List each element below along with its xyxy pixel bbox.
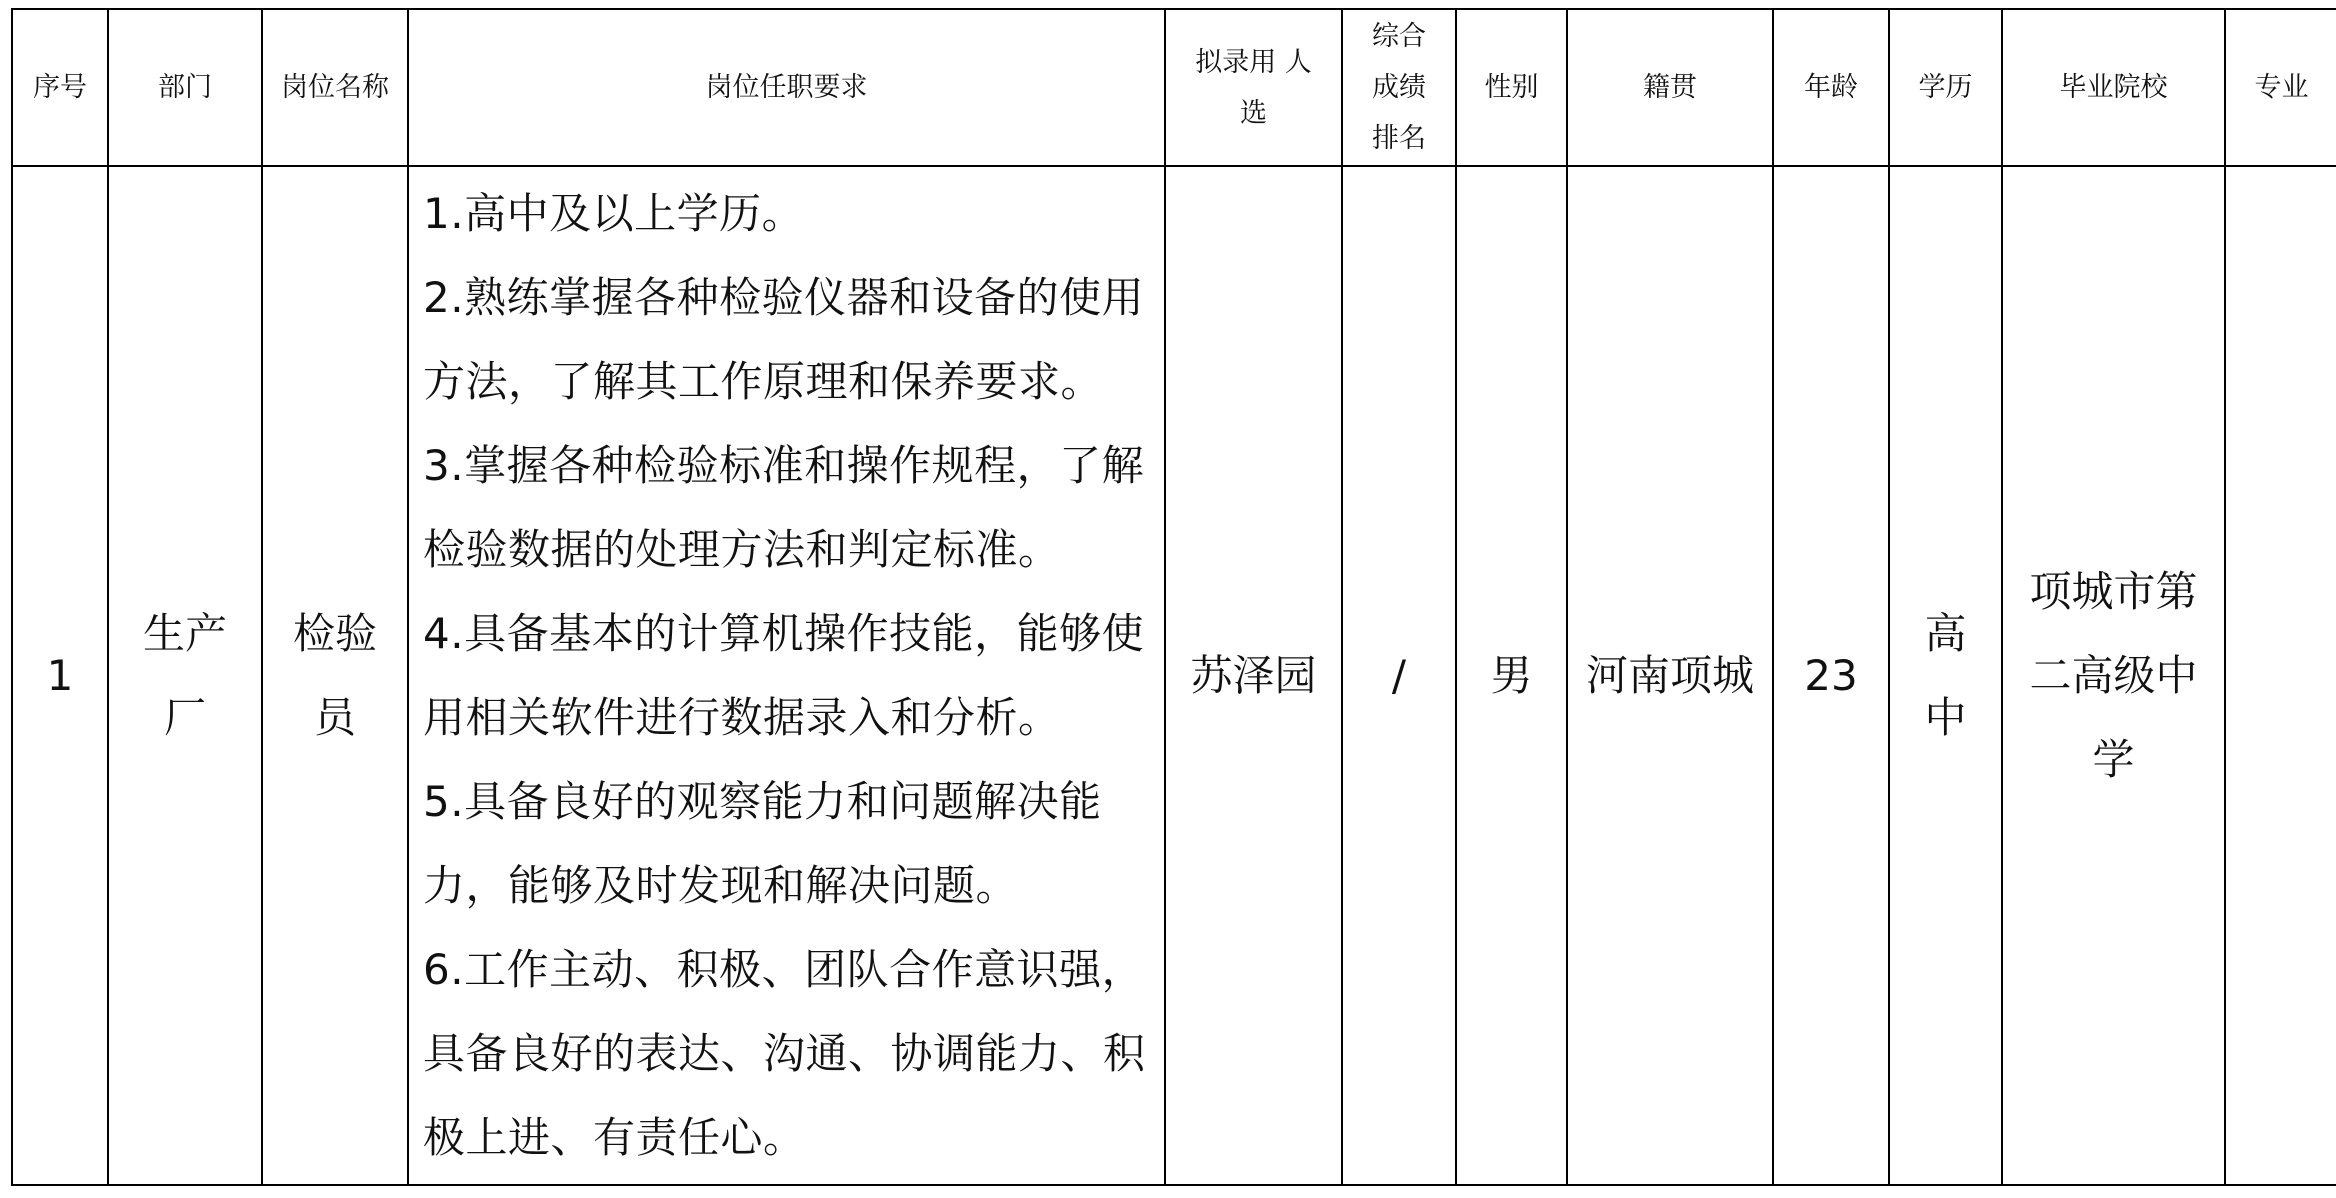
header-age: 年龄 bbox=[1773, 9, 1889, 166]
header-ranking bbox=[1342, 9, 1456, 166]
table-header bbox=[12, 9, 2336, 166]
cell-ranking: / bbox=[1342, 166, 1456, 1185]
cell-candidate: 苏泽园 bbox=[1165, 166, 1342, 1185]
header-post: 岗位名称 bbox=[262, 9, 408, 166]
requirement-item: 3.掌握各种检验标准和操作规程，了解检验数据的处理方法和判定标准。 bbox=[423, 440, 1145, 574]
cell-post-text: 检验员 bbox=[292, 608, 377, 742]
cell-requirements bbox=[408, 166, 1165, 1185]
cell-school bbox=[2002, 166, 2225, 1185]
requirement-item: 6.工作主动、积极、团队合作意识强，具备良好的表达、沟通、协调能力、积极上进、有责任心。 bbox=[423, 944, 1146, 1162]
header-candidate-label: 拟录用 人选 bbox=[1195, 46, 1312, 129]
cell-dept bbox=[108, 166, 262, 1185]
cell-age: 23 bbox=[1773, 166, 1889, 1185]
cell-dept-text: 生产厂 bbox=[142, 608, 227, 742]
cell-gender: 男 bbox=[1456, 166, 1567, 1185]
header-row bbox=[12, 9, 2336, 166]
requirement-item: 5.具备良好的观察能力和问题解决能力，能够及时发现和解决问题。 bbox=[423, 776, 1102, 910]
table-row bbox=[12, 166, 2336, 1185]
header-ranking-label: 综合成绩排名 bbox=[1372, 21, 1426, 154]
header-origin: 籍贯 bbox=[1567, 9, 1773, 166]
header-seq: 序号 bbox=[12, 9, 108, 166]
header-school: 毕业院校 bbox=[2002, 9, 2225, 166]
table-body bbox=[12, 166, 2336, 1185]
cell-origin: 河南项城 bbox=[1567, 166, 1773, 1185]
header-candidate bbox=[1165, 9, 1342, 166]
requirement-item: 1.高中及以上学历。 bbox=[423, 188, 805, 238]
header-education: 学历 bbox=[1889, 9, 2002, 166]
requirement-item: 2.熟练掌握各种检验仪器和设备的使用方法，了解其工作原理和保养要求。 bbox=[423, 272, 1145, 406]
header-requirements: 岗位任职要求 bbox=[408, 9, 1165, 166]
header-dept: 部门 bbox=[108, 9, 262, 166]
header-gender: 性别 bbox=[1456, 9, 1567, 166]
cell-school-text: 项城市第二高级中学 bbox=[2029, 566, 2198, 784]
cell-education bbox=[1889, 166, 2002, 1185]
cell-education-text: 高中 bbox=[1924, 608, 1967, 742]
header-major: 专业 bbox=[2225, 9, 2336, 166]
cell-major bbox=[2225, 166, 2336, 1185]
recruitment-table bbox=[11, 8, 2336, 1186]
requirement-item: 4.具备基本的计算机操作技能，能够使用相关软件进行数据录入和分析。 bbox=[423, 608, 1145, 742]
cell-seq: 1 bbox=[12, 166, 108, 1185]
cell-post bbox=[262, 166, 408, 1185]
